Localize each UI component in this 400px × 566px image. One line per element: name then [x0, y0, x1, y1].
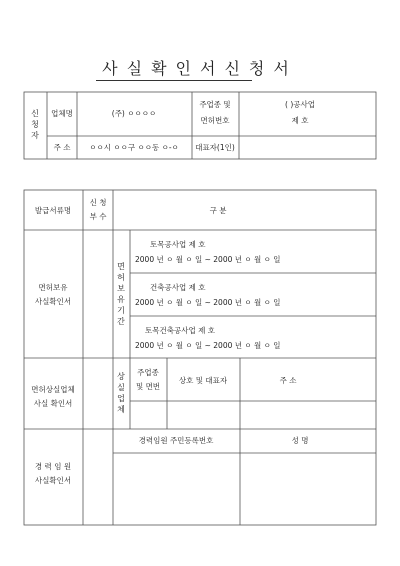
applicant-section-label — [30, 108, 40, 141]
business-type-field-1[interactable]: ( )공사업 — [285, 100, 315, 109]
col-name: 성 명 — [291, 436, 309, 445]
career-name-field[interactable] — [240, 453, 376, 525]
business-type-label-2: 면허번호 — [200, 116, 230, 125]
license-period-label — [116, 261, 126, 327]
label-char: 허 — [117, 273, 125, 282]
document-title: 사실확인서신청서 — [102, 59, 298, 78]
loss-doc-name-1: 면허상실업체 — [31, 385, 75, 394]
license-copies-field[interactable] — [83, 230, 113, 358]
career-doc-name-1: 경 력 임 원 — [34, 462, 72, 471]
label-char: 체 — [117, 405, 125, 414]
label-char: 신 — [31, 109, 39, 118]
address-field[interactable]: ㅇㅇ시 ㅇㅇ구 ㅇㅇ동 ㅇ-ㅇ — [89, 143, 179, 152]
company-name-label: 업체명 — [51, 109, 73, 118]
label-char: 기 — [117, 306, 125, 315]
company-name-field[interactable]: (주) ㅇㅇㅇㅇ — [111, 109, 157, 118]
label-char: 보 — [117, 284, 125, 293]
loss-copies-field[interactable] — [83, 358, 113, 429]
label-char: 청 — [31, 120, 39, 129]
label-char: 업 — [117, 394, 125, 403]
header-copies-2: 부 수 — [89, 212, 107, 221]
license-number-field[interactable]: 제 호 — [291, 116, 309, 125]
license-doc-name-1: 면허보유 — [38, 283, 68, 292]
label-char: 면 — [117, 262, 125, 271]
header-doc-type: 발급서류명 — [34, 206, 72, 215]
header-division: 구 분 — [209, 206, 227, 215]
col-trade-rep: 상호 및 대표자 — [178, 376, 228, 385]
business-type-label-1: 주업종 및 — [199, 100, 231, 109]
header-copies-1: 신 청 — [89, 198, 107, 207]
license-entry-period[interactable]: 2000 년 ㅇ 월 ㅇ 일 ~ 2000 년 ㅇ 월 ㅇ 일 — [135, 298, 281, 307]
label-char: 간 — [117, 317, 125, 326]
career-doc-name-2: 사실확인서 — [34, 476, 72, 485]
col-address: 주 소 — [279, 376, 297, 385]
license-entry-type: 토목건축공사업 제 호 — [145, 326, 215, 335]
col-rrn: 경력임원 주민등록번호 — [138, 436, 214, 445]
address-label: 주 소 — [53, 143, 71, 152]
loss-doc-name-2: 사실 확인서 — [33, 399, 73, 408]
license-entry-period[interactable]: 2000 년 ㅇ 월 ㅇ 일 ~ 2000 년 ㅇ 월 ㅇ 일 — [135, 255, 281, 264]
career-copies-field[interactable] — [83, 429, 113, 525]
career-rrn-field[interactable] — [113, 453, 240, 525]
col-business-1: 주업종 — [137, 368, 159, 377]
representative-label: 대표자(1인) — [195, 143, 235, 152]
license-entry-period[interactable]: 2000 년 ㅇ 월 ㅇ 일 ~ 2000 년 ㅇ 월 ㅇ 일 — [135, 341, 281, 350]
loss-company-row[interactable] — [130, 401, 376, 429]
license-entry-type: 토목공사업 제 호 — [150, 240, 206, 249]
col-business-2: 및 면번 — [135, 382, 161, 391]
license-entry-type: 건축공사업 제 호 — [150, 283, 206, 292]
label-char: 실 — [117, 383, 125, 392]
label-char: 유 — [117, 295, 125, 304]
label-char: 자 — [31, 131, 39, 140]
label-char: 상 — [117, 372, 125, 381]
license-doc-name-2: 사실확인서 — [34, 297, 72, 306]
loss-company-label — [116, 371, 126, 415]
